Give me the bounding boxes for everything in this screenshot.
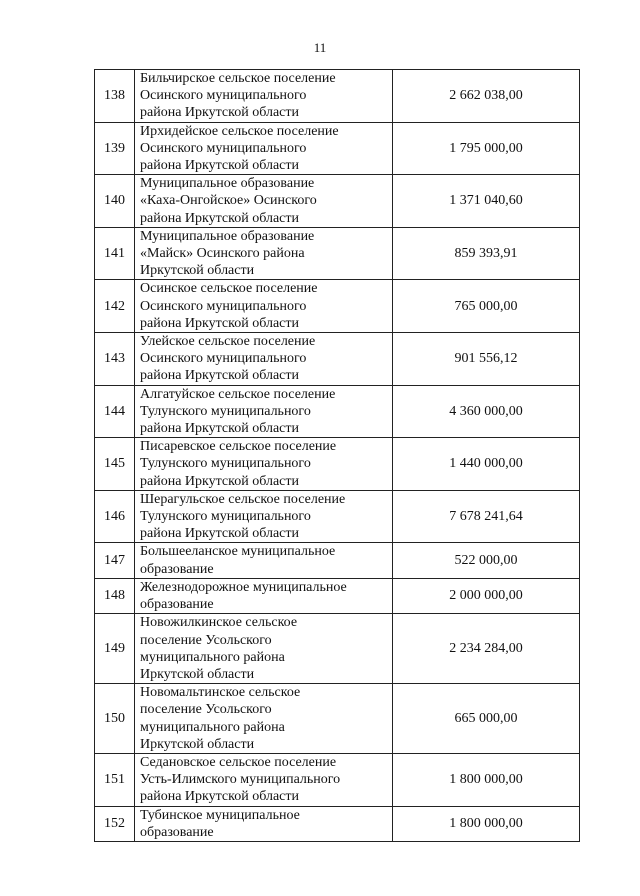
name-line: образование	[140, 597, 214, 613]
municipality-name	[135, 438, 393, 491]
municipality-name	[135, 175, 393, 228]
name-line: Тубинское муниципальное	[140, 807, 300, 823]
row-number: 145	[95, 438, 135, 491]
table-row	[95, 543, 580, 578]
table-row	[95, 490, 580, 543]
table-row	[95, 438, 580, 491]
name-line: Алгатуйское сельское поселение	[140, 386, 336, 402]
name-line: Писаревское сельское поселение	[140, 439, 337, 455]
municipality-name	[135, 385, 393, 438]
name-line: муниципального района	[140, 649, 285, 665]
amount: 522 000,00	[393, 543, 580, 578]
name-line: Новомальтинское сельское	[140, 685, 301, 701]
table-row	[95, 122, 580, 175]
name-line: Железнодорожное муниципальное	[140, 579, 347, 595]
name-line: Осинского муниципального	[140, 140, 307, 156]
name-line: Большееланское муниципальное	[140, 544, 336, 560]
table-row	[95, 385, 580, 438]
row-number: 150	[95, 684, 135, 754]
name-line: района Иркутской области	[140, 526, 300, 542]
row-number: 139	[95, 122, 135, 175]
amount: 2 000 000,00	[393, 578, 580, 613]
table-row	[95, 280, 580, 333]
name-line: Новожилкинское сельское	[140, 615, 298, 631]
municipality-name	[135, 70, 393, 123]
name-line: муниципального района	[140, 719, 285, 735]
name-line: района Иркутской области	[140, 105, 300, 121]
table-row	[95, 175, 580, 228]
municipality-name	[135, 753, 393, 806]
name-line: Бильчирское сельское поселение	[140, 71, 336, 86]
row-number: 148	[95, 578, 135, 613]
row-number: 152	[95, 806, 135, 841]
amount: 2 662 038,00	[393, 70, 580, 123]
name-line: Осинского муниципального	[140, 88, 307, 104]
name-line: района Иркутской области	[140, 473, 300, 489]
name-line: образование	[140, 561, 214, 577]
table-row	[95, 333, 580, 386]
amount: 1 795 000,00	[393, 122, 580, 175]
row-number: 147	[95, 543, 135, 578]
name-line: Седановское сельское поселение	[140, 754, 337, 770]
name-line: Улейское сельское поселение	[140, 334, 316, 350]
table-row	[95, 753, 580, 806]
name-line: района Иркутской области	[140, 158, 300, 174]
table-row	[95, 806, 580, 841]
amount: 1 800 000,00	[393, 806, 580, 841]
table-row	[95, 578, 580, 613]
table-row	[95, 227, 580, 280]
name-line: района Иркутской области	[140, 210, 300, 226]
name-line: Иркутской области	[140, 263, 255, 279]
name-line: района Иркутской области	[140, 315, 300, 331]
name-line: поселение Усольского	[140, 702, 272, 718]
municipality-name	[135, 684, 393, 754]
amount: 665 000,00	[393, 684, 580, 754]
allocation-table	[94, 69, 580, 842]
name-line: Тулунского муниципального	[140, 456, 311, 472]
name-line: Усть-Илимского муниципального	[140, 772, 341, 788]
municipality-name	[135, 227, 393, 280]
municipality-name	[135, 806, 393, 841]
amount: 4 360 000,00	[393, 385, 580, 438]
name-line: Шерагульское сельское поселение	[140, 491, 346, 507]
municipality-name	[135, 543, 393, 578]
name-line: района Иркутской области	[140, 789, 300, 805]
municipality-name	[135, 614, 393, 684]
name-line: Осинского муниципального	[140, 298, 307, 314]
amount: 1 800 000,00	[393, 753, 580, 806]
municipality-name	[135, 490, 393, 543]
name-line: района Иркутской области	[140, 421, 300, 437]
name-line: «Каха-Онгойское» Осинского	[140, 193, 317, 209]
amount: 7 678 241,64	[393, 490, 580, 543]
amount: 1 371 040,60	[393, 175, 580, 228]
row-number: 144	[95, 385, 135, 438]
name-line: «Майск» Осинского района	[140, 246, 305, 262]
name-line: района Иркутской области	[140, 368, 300, 384]
name-line: Иркутской области	[140, 736, 255, 752]
table-row	[95, 614, 580, 684]
row-number: 140	[95, 175, 135, 228]
name-line: Муниципальное образование	[140, 228, 315, 244]
name-line: Муниципальное образование	[140, 176, 315, 192]
amount: 1 440 000,00	[393, 438, 580, 491]
name-line: поселение Усольского	[140, 632, 272, 648]
table-row	[95, 70, 580, 123]
name-line: Ирхидейское сельское поселение	[140, 123, 339, 139]
municipality-name	[135, 122, 393, 175]
name-line: Тулунского муниципального	[140, 509, 311, 525]
municipality-name	[135, 333, 393, 386]
name-line: Тулунского муниципального	[140, 403, 311, 419]
row-number: 149	[95, 614, 135, 684]
table-row	[95, 684, 580, 754]
page-number: 11	[313, 40, 327, 55]
amount: 2 234 284,00	[393, 614, 580, 684]
municipality-name	[135, 578, 393, 613]
row-number: 138	[95, 70, 135, 123]
row-number: 141	[95, 227, 135, 280]
name-line: Осинское сельское поселение	[140, 281, 318, 297]
row-number: 146	[95, 490, 135, 543]
row-number: 142	[95, 280, 135, 333]
row-number: 151	[95, 753, 135, 806]
row-number: 143	[95, 333, 135, 386]
name-line: образование	[140, 824, 214, 840]
name-line: Иркутской области	[140, 666, 255, 682]
amount: 765 000,00	[393, 280, 580, 333]
amount: 859 393,91	[393, 227, 580, 280]
municipality-name	[135, 280, 393, 333]
amount: 901 556,12	[393, 333, 580, 386]
name-line: Осинского муниципального	[140, 351, 307, 367]
